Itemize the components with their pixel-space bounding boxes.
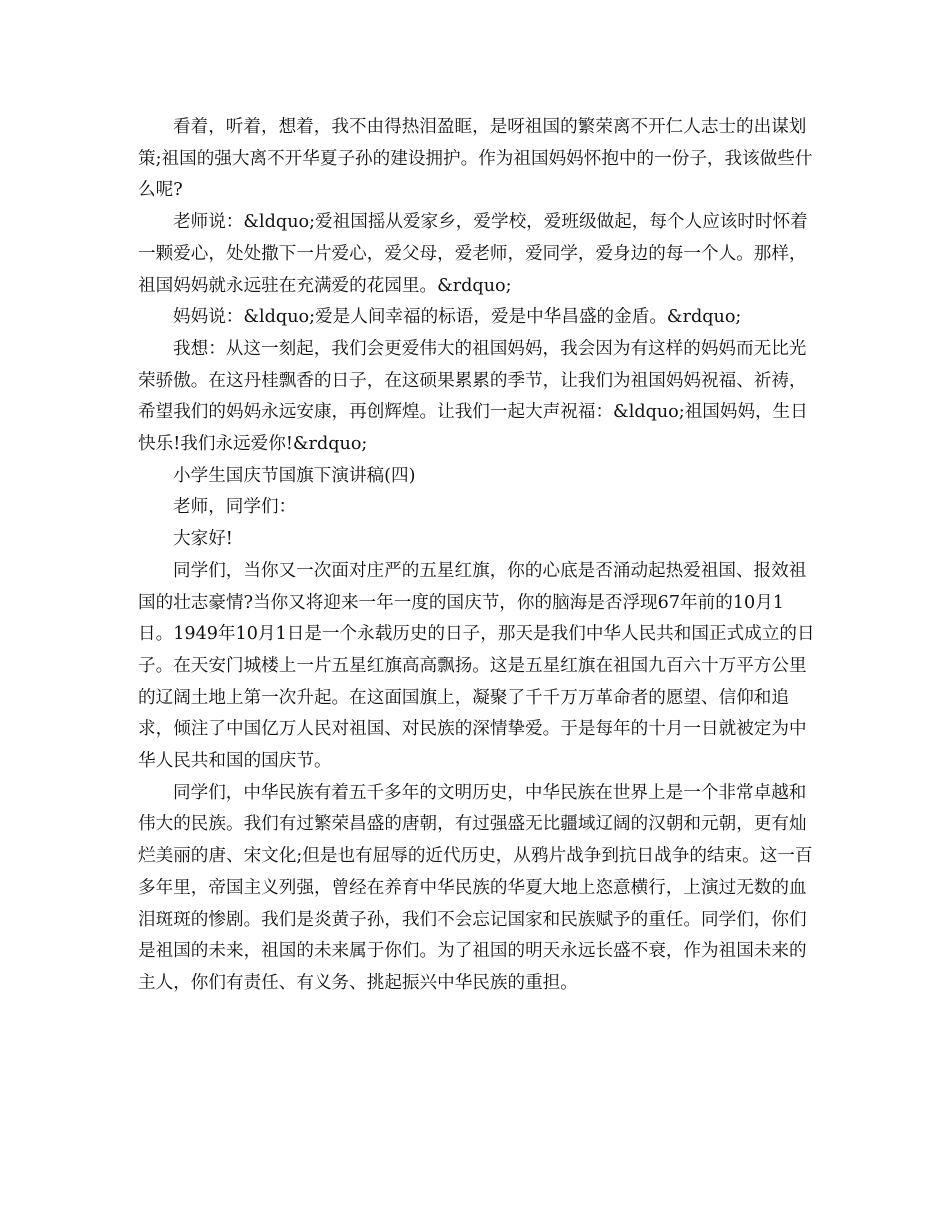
document-page <box>138 112 818 1000</box>
paragraph-nation-history: 同学们，中华民族有着五千多年的文明历史，中华民族在世界上是一个非常卓越和伟大的民族。我们有过繁荣昌盛的唐朝，有过强盛无比疆域辽阔的汉朝和元朝，更有灿烂美丽的唐、宋文化;但是也有屈辱的近代历史，从鸦片战争到抗日战争的结束。这一百多年里，帝国主义列强，曾经在养育中华民族的华夏大地上恣意横行，上演过无数的血泪斑斑的惨剧。我们是炎黄子孙，我们不会忘记国家和民族赋予的重任。同学们，你们是祖国的未来，祖国的未来属于你们。为了祖国的明天永远长盛不衰，作为祖国未来的主人，你们有责任、有义务、挑起振兴中华民族的重担。 <box>138 782 813 993</box>
paragraph-flag-history: 同学们，当你又一次面对庄严的五星红旗，你的心底是否涌动起热爱祖国、报效祖国的壮志豪情?当你又将迎来一年一度的国庆节，你的脑海是否浮现67年前的10月1日。1949年10月1日是一个永载历史的日子，那天是我们中华人民共和国正式成立的日子。在天安门城楼上一片五星红旗高高飘扬。这是五星红旗在祖国九百六十万平方公里的辽阔土地上第一次升起。在这面国旗上，凝聚了千千万万革命者的愿望、信仰和追求，倾注了中国亿万人民对祖国、对民族的深情挚爱。于是每年的十月一日就被定为中华人民共和国的国庆节。 <box>138 560 815 772</box>
greeting: 大家好! <box>173 529 233 550</box>
paragraph-reflection: 看着，听着，想着，我不由得热泪盈眶，是呀祖国的繁荣离不开仁人志士的出谋划策;祖国的强大离不开华夏子孙的建设拥护。作为祖国妈妈怀抱中的一份子，我该做些什么呢? <box>138 117 813 201</box>
salutation: 老师，同学们： <box>173 497 297 518</box>
paragraph-teacher-quote: 老师说：&ldquo;爱祖国摇从爱家乡，爱学校，爱班级做起，每个人应该时时怀着一颗爱心，处处撒下一片爱心，爱父母，爱老师，爱同学，爱身边的每一个人。那样，祖国妈妈就永远驻在充满爱的花园里。&rdquo; <box>138 212 808 296</box>
paragraph-my-thoughts: 我想：从这一刻起，我们会更爱伟大的祖国妈妈，我会因为有这样的妈妈而无比光荣骄傲。在这丹桂飘香的日子，在这硕果累累的季节，让我们为祖国妈妈祝福、祈祷，希望我们的妈妈永远安康，再创辉煌。让我们一起大声祝福：&ldquo;祖国妈妈，生日快乐!我们永远爱你!&rdquo; <box>138 338 808 455</box>
paragraph-mother-quote: 妈妈说：&ldquo;爱是人间幸福的标语，爱是中华昌盛的金盾。&rdquo; <box>173 307 742 328</box>
section-title: 小学生国庆节国旗下演讲稿(四) <box>173 465 416 486</box>
